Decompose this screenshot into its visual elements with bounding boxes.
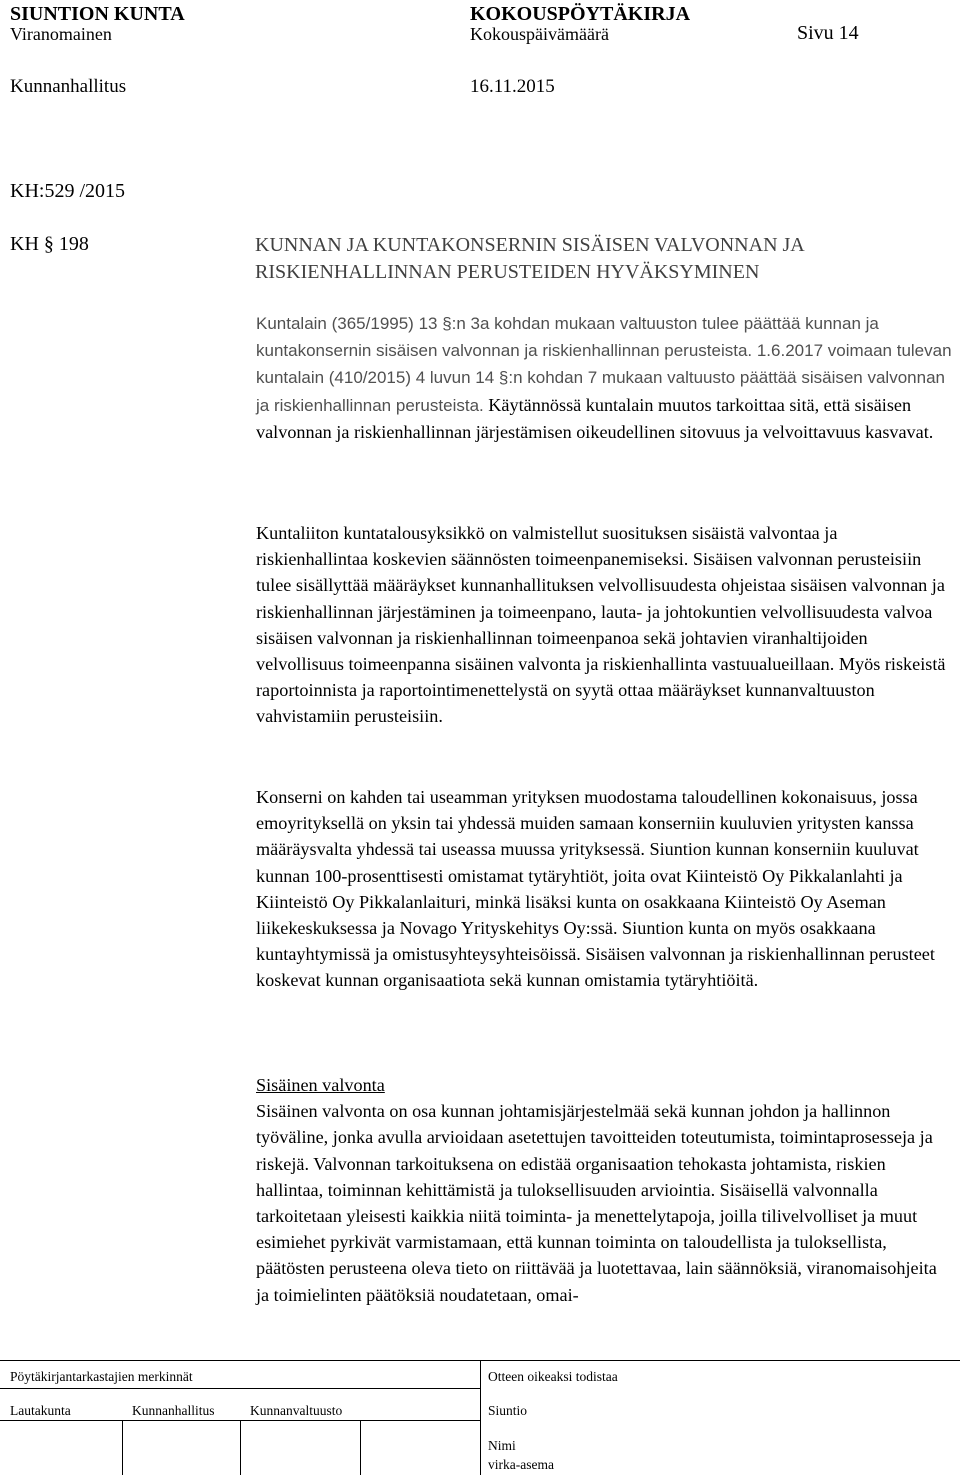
certified-label: Otteen oikeaksi todistaa bbox=[488, 1369, 618, 1384]
document-type: KOKOUSPÖYTÄKIRJA bbox=[470, 3, 691, 25]
board-lautakunta: Lautakunta bbox=[10, 1403, 71, 1418]
section-number: KH § 198 bbox=[10, 233, 89, 255]
footer-rule-left bbox=[0, 1388, 480, 1389]
footer-col-1 bbox=[122, 1420, 123, 1475]
checkers-label: Pöytäkirjantarkastajien merkinnät bbox=[10, 1369, 193, 1384]
paragraph-1 bbox=[256, 310, 954, 445]
subheading: Sisäinen valvonta bbox=[256, 1075, 385, 1095]
name-label: Nimi bbox=[488, 1438, 516, 1453]
case-reference: KH:529 /2015 bbox=[10, 180, 125, 202]
paragraph-4-text: Sisäinen valvonta on osa kunnan johtamisjärjestelmää sekä kunnan johdon ja hallinnon työväline, jonka avulla arvioidaan asetettujen tavoitteiden toteutumista, toimintaprosesseja ja riskejä. Valvonnan tarkoituksena on edistää organisaation tehokasta johtamista, riskien hallintaa, toiminnan kehittämistä ja tuloksellisuuden arviointia. Sisäisellä valvonnalla tarkoitetaan yleisesti kaikkia niitä toiminta- ja menettelytapoja, joilla tilivelvolliset ja muut esimiehet pyrkivät varmistamaan, että kunnan toiminta on taloudellista ja tuloksellista, päätösten perusteena oleva tieto on riittävää ja luotettavaa, lain säännöksiä, viranomaisohjeita ja toimielinten päätöksiä noudatetaan, omai- bbox=[256, 1101, 937, 1305]
footer-col-2 bbox=[240, 1420, 241, 1475]
paragraph-2: Kuntaliiton kuntatalousyksikkö on valmistellut suosituksen sisäistä valvontaa ja riskienhallintaa koskevien säännösten toimeenpanemiseksi. Sisäisen valvonnan perusteisiin tulee sisällyttää määräykset kunnanhallituksen velvollisuudesta ohjeistaa sisäisen valvonnan ja riskienhallinnan järjestäminen ja toimeenpano, lauta- ja johtokuntien velvollisuudesta valvoa sisäisen valvonnan ja riskienhallinnan toimeenpanoa sekä johtavien viranhaltijoiden velvollisuus toimeenpanna sisäinen valvonta ja riskienhallinta vastuualueillaan. Myös riskeistä raportoinnista ja raportointimenettelystä on syytä ottaa määräykset kunnanvaltuuston vahvistamiin perusteisiin. bbox=[256, 523, 946, 727]
section-title bbox=[255, 232, 805, 286]
paragraph-1-gray: Kuntalain (365/1995) 13 §:n 3a kohdan mukaan valtuuston tulee päättää kunnan ja kuntakonsernin sisäisen valvonnan ja riskienhallinnan perusteista. 1.6.2017 voimaan tulevan kuntalain (410/2015) 4 luvun 14 §:n kohdan 7 mukaan valtuusto päättää sisäisen valvonnan ja riskienhallinnan perusteista. bbox=[256, 314, 952, 415]
position-label: virka-asema bbox=[488, 1457, 554, 1472]
authority: Kunnanhallitus bbox=[10, 76, 127, 97]
section-title-line-1: KUNNAN JA KUNTAKONSERNIN SISÄISEN VALVONNAN JA bbox=[255, 234, 805, 256]
org-name: SIUNTION KUNTA bbox=[10, 3, 185, 25]
section-title-line-2: RISKIENHALLINNAN PERUSTEIDEN HYVÄKSYMINEN bbox=[255, 261, 760, 283]
footer bbox=[0, 1360, 960, 1475]
board-kunnanvaltuusto: Kunnanvaltuusto bbox=[250, 1403, 343, 1418]
meeting-date: 16.11.2015 bbox=[470, 76, 555, 97]
footer-divider bbox=[480, 1360, 481, 1475]
board-kunnanhallitus: Kunnanhallitus bbox=[132, 1403, 215, 1418]
paragraph-4 bbox=[256, 1072, 954, 1308]
paragraph-1-rest: Käytännössä kuntalain muutos tarkoittaa sitä, että sisäisen valvonnan ja riskienhallinnan järjestämisen oikeudellinen sitovuus ja velvoittavuus kasvavat. bbox=[256, 394, 934, 442]
authority-label: Viranomainen bbox=[10, 24, 112, 44]
date-label: Kokouspäivämäärä bbox=[470, 24, 609, 44]
place-label: Siuntio bbox=[488, 1403, 528, 1418]
footer-col-3 bbox=[360, 1420, 361, 1475]
page-number: Sivu 14 bbox=[797, 22, 859, 44]
paragraph-3: Konserni on kahden tai useamman yrityksen muodostama taloudellinen kokonaisuus, jossa emoyrityksellä on yksin tai yhdessä muiden samaan konserniin kuuluvien yritysten kanssa määräysvalta yhdessä tai useassa muussa yrityksessä. Siuntion kunnan konserniin kuuluvat kunnan 100-prosenttisesti omistamat tytäryhtiöt, joita ovat Kiinteistö Oy Pikkalanlahti ja Kiinteistö Oy Pikkalanlaituri, minkä lisäksi kunta on osakkaana Kiinteistö Oy Aseman liikekeskuksessa ja Novago Yrityskehitys Oy:ssä. Siuntion kunta on myös osakkaana kuntayhtymissä ja omistusyhteysyhteisöissä. Sisäisen valvonnan ja riskienhallinnan perusteet koskevat kunnan organisaatiota sekä kunnan omistamia tytäryhtiöitä. bbox=[256, 787, 935, 991]
